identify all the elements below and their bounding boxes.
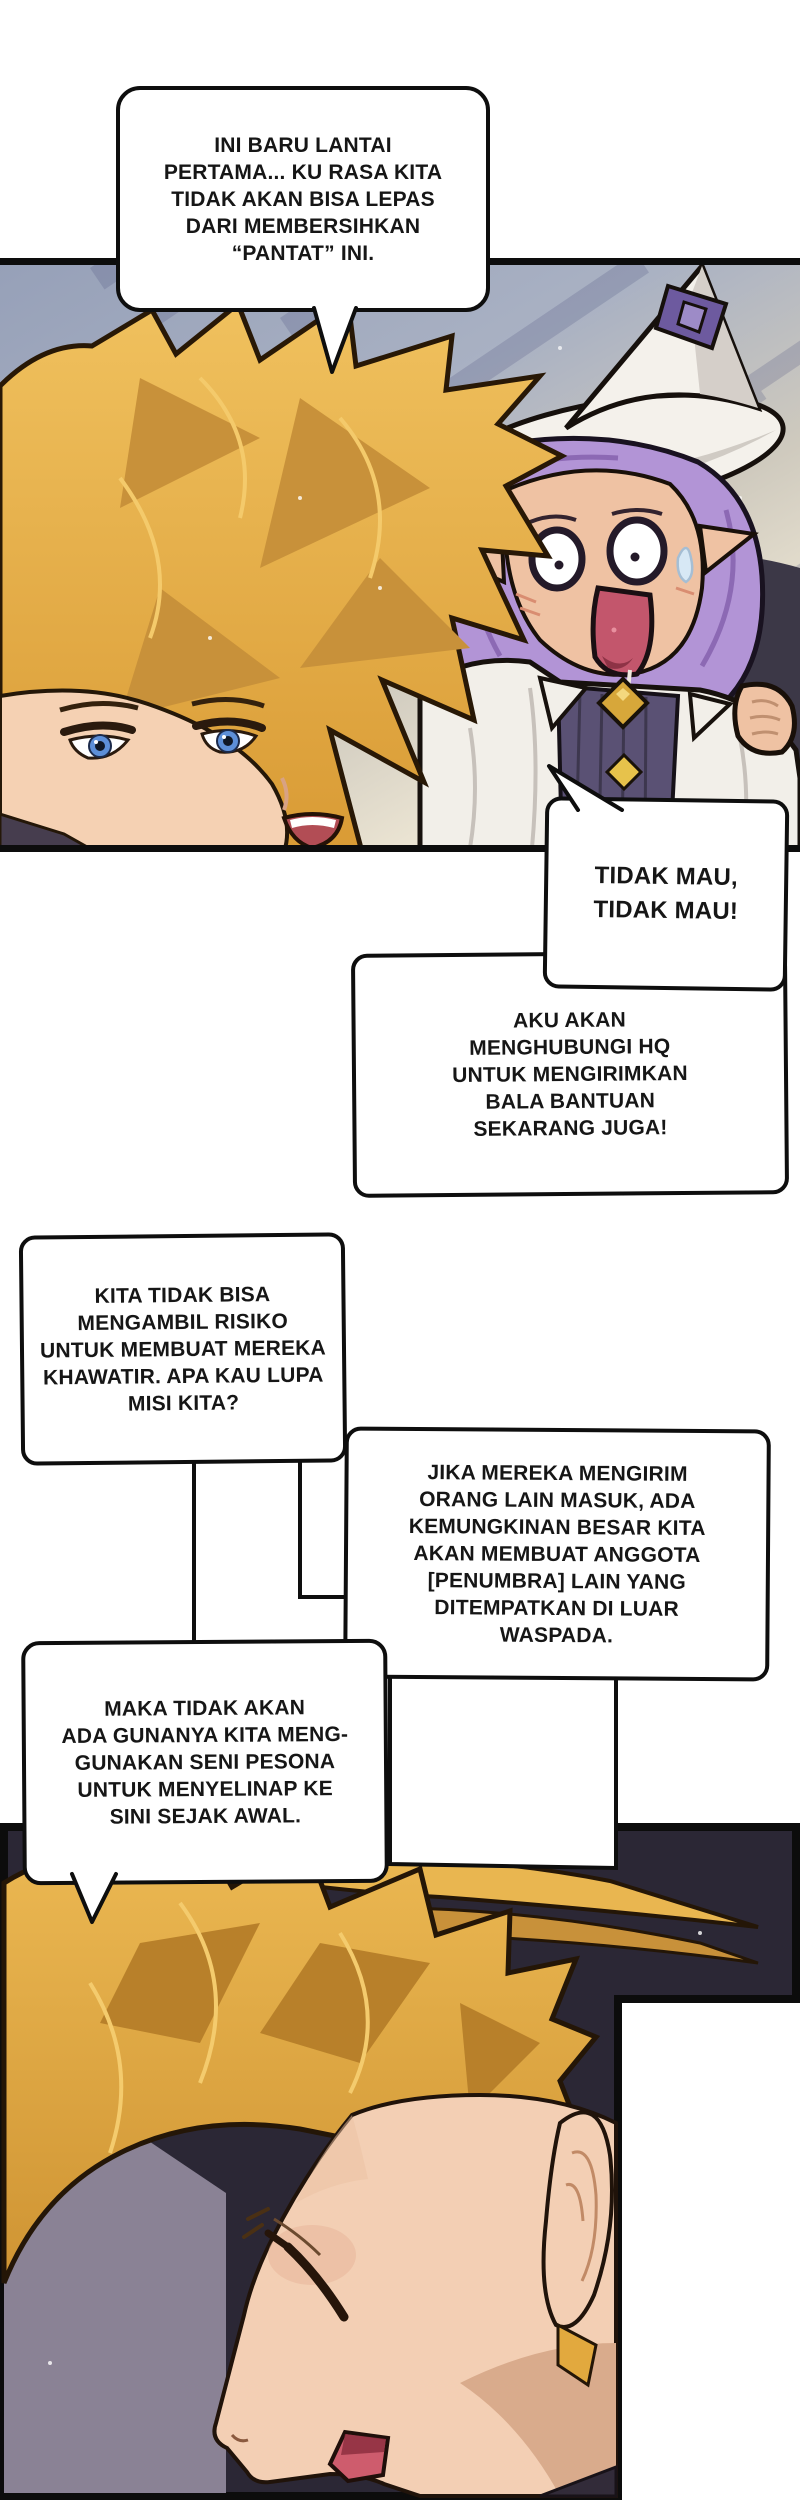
speech-bubble-kita	[19, 1232, 347, 1465]
bubble-tidak-mau-text: TIDAK MAU, TIDAK MAU!	[593, 862, 739, 926]
right-eye-highlight	[222, 735, 226, 739]
speech-bubble-maka	[21, 1639, 389, 1886]
bubble-aku-akan-text: AKU AKAN MENGHUBUNGI HQ UNTUK MENGIRIMKAN BALA BANTUAN SEKARANG JUGA!	[452, 1008, 688, 1141]
mouth-highlight	[612, 628, 617, 633]
bubble-ini-tail	[300, 306, 370, 380]
speech-bubble-jika	[343, 1427, 771, 1682]
witch-right-eye	[610, 520, 664, 582]
bubble-ini-text: INI BARU LANTAI PERTAMA... KU RASA KITA TIDAK AKAN BISA LEPAS DARI MEMBERSIHKAN “PANTAT” INI.	[163, 133, 443, 265]
bubble-maka-tail	[64, 1870, 124, 1928]
witch-open-mouth	[593, 588, 652, 675]
speech-bubble-ini	[116, 86, 490, 312]
witch-raised-fist	[735, 684, 795, 753]
right-pupil	[631, 553, 640, 562]
left-eye-highlight	[94, 740, 98, 744]
panel-1-artwork	[0, 258, 800, 852]
speech-bubble-tidak-mau	[543, 796, 790, 991]
bubble-kita-text: KITA TIDAK BISA MENGAMBIL RISIKO UNTUK MEMBUAT MEREKA KHAWATIR. APA KAU LUPA MISI KITA?	[39, 1282, 327, 1416]
bubble-maka-text: MAKA TIDAK AKAN ADA GUNANYA KITA MENG- GUNAKAN SENI PESONA UNTUK MENYELINAP KE SINI SEJAK AWAL.	[61, 1695, 349, 1829]
left-pupil	[555, 561, 564, 570]
panel-1	[0, 258, 800, 852]
sweat-drop	[678, 548, 693, 582]
bubble-tidak-mau-tail	[536, 758, 636, 812]
bubble-connector-right	[386, 1656, 622, 1872]
bubble-jika-text: JIKA MEREKA MENGIRIM ORANG LAIN MASUK, ADA KEMUNGKINAN BESAR KITA AKAN MEMBUAT ANGGOTA [PENUMBRA] LAIN YANG DITEMPATKAN DI LUAR WASPADA.	[408, 1460, 706, 1647]
